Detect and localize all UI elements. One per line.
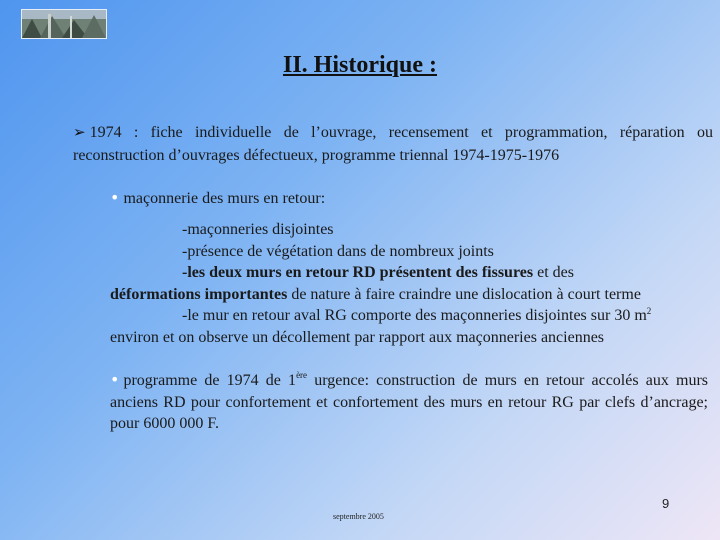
page-number: 9 <box>662 496 670 511</box>
historique-point-1974 <box>73 121 713 167</box>
programme-text-end: urgence: construction de murs en retour accolés aux murs anciens RD pour confortement et confortement des murs en retour RG par clefs d’ancrage; pour 6000 000 F. <box>110 372 709 432</box>
bridge-photo-icon <box>22 10 106 38</box>
detail-line <box>110 262 708 284</box>
detail-bold-text: déformations importantes <box>110 285 288 303</box>
bullet-dot-icon: • <box>110 188 120 207</box>
detail-text: -le mur en retour aval RG comporte des maçonneries disjointes sur 30 m <box>182 307 647 324</box>
detail-bold-text: -les deux murs en retour RD présentent des fissures <box>182 264 534 281</box>
detail-line: environ et on observe un décollement par rapport aux maçonneries anciennes <box>110 328 605 346</box>
sub-bullet-programme <box>110 369 708 435</box>
bullet-dot-icon: • <box>110 370 120 389</box>
detail-line: -présence de végétation dans de nombreux joints <box>182 242 494 260</box>
detail-line: -maçonneries disjointes <box>182 221 334 238</box>
slide-title: II. Historique : <box>282 52 437 78</box>
header-photo-thumbnail <box>21 9 107 39</box>
footer-date: septembre 2005 <box>333 512 384 521</box>
sub-bullet-maconnerie <box>110 187 325 209</box>
arrow-bullet-icon: ➢ <box>73 123 86 141</box>
detail-line <box>110 305 708 327</box>
sub-bullet-maconnerie-text: maçonnerie des murs en retour: <box>123 190 326 207</box>
detail-superscript: 2 <box>646 306 652 316</box>
detail-text: et des <box>533 264 574 281</box>
programme-text-start: programme de 1974 de 1 <box>123 372 297 389</box>
detail-line <box>110 284 708 306</box>
maconnerie-details <box>110 219 708 348</box>
point-1974-text: 1974 : fiche individuelle de l’ouvrage, recensement et programmation, réparation ou reconstruction d’ouvrages défectueux, programme triennal 1974-1975-1976 <box>73 124 713 164</box>
detail-text: de nature à faire craindre une dislocation à court terme <box>287 285 641 303</box>
programme-superscript: ère <box>296 370 308 380</box>
